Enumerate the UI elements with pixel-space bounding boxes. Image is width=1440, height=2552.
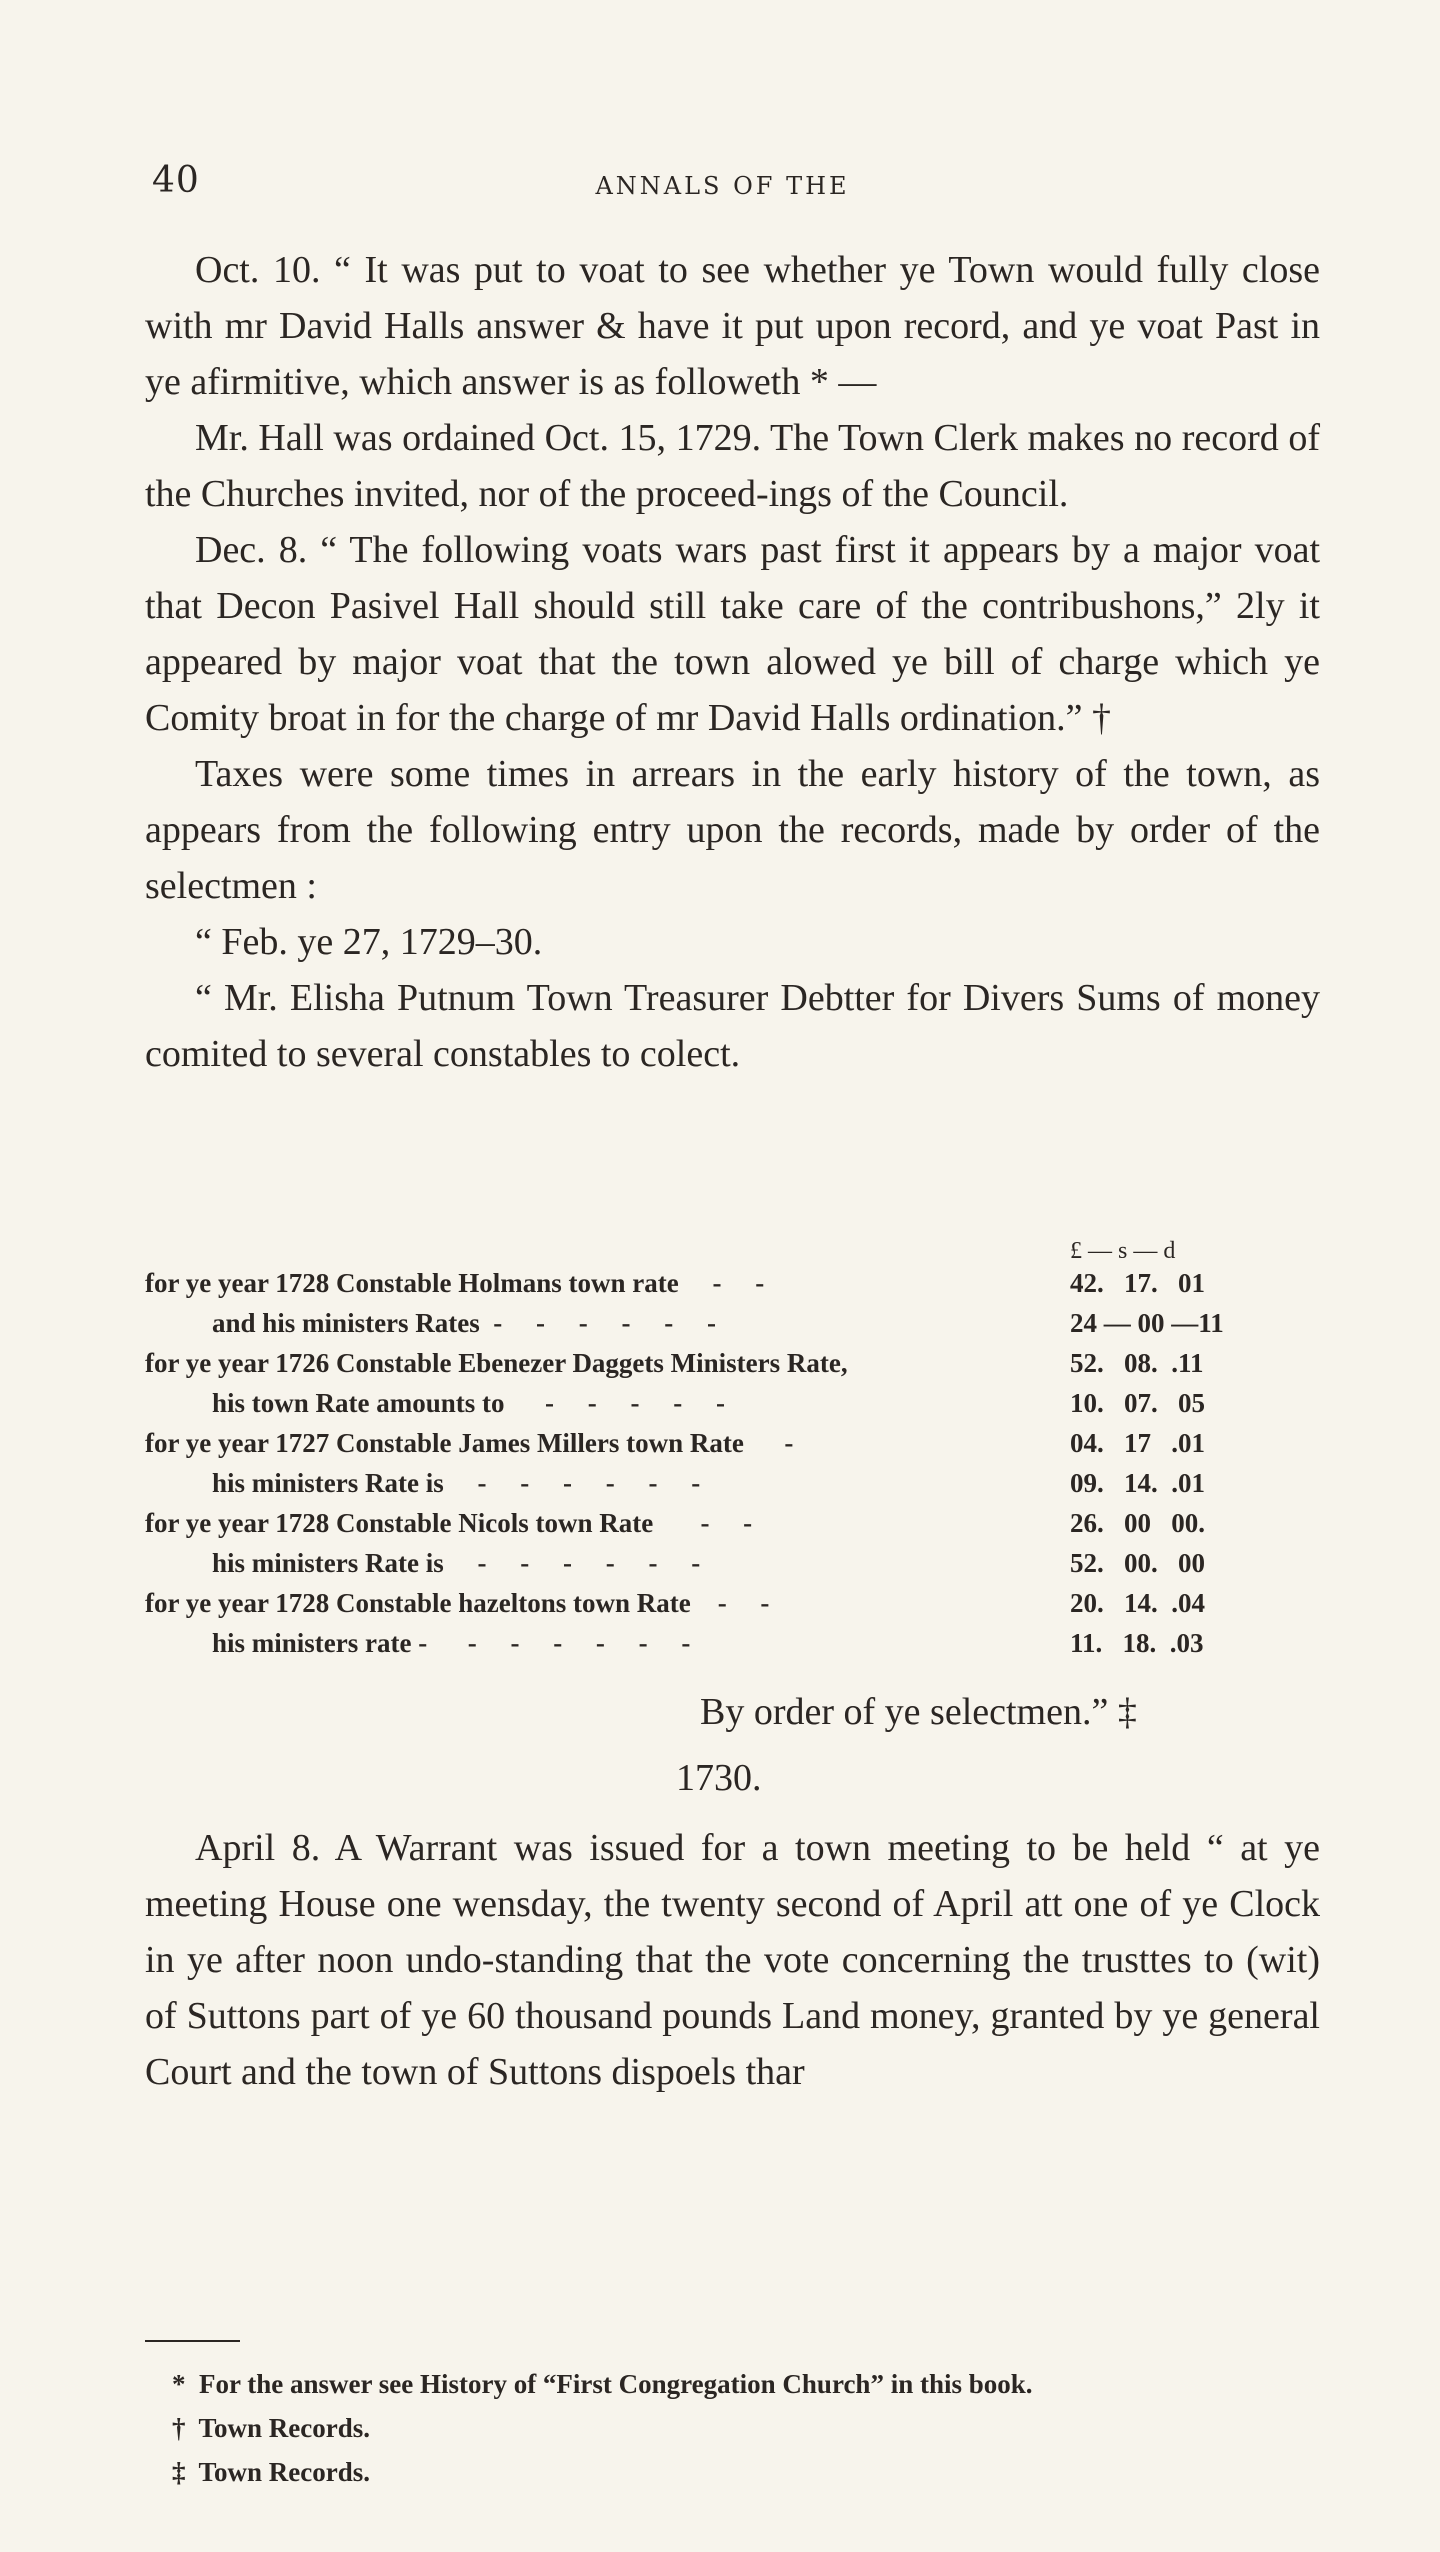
row-amount: 24 — 00 —11 bbox=[1070, 1308, 1224, 1338]
footnote-double-dagger: ‡ Town Records. bbox=[172, 2457, 371, 2487]
row-amount: 11. 18. .03 bbox=[1070, 1628, 1204, 1658]
page-number: 40 bbox=[152, 160, 200, 201]
row-description: for ye year 1728 Constable Holmans town rate - - bbox=[145, 1268, 765, 1298]
footnote-divider bbox=[145, 2340, 240, 2342]
footnotes bbox=[172, 2362, 1332, 2494]
table-row bbox=[145, 1308, 1335, 1348]
table-row bbox=[145, 1268, 1335, 1308]
row-amount: 20. 14. .04 bbox=[1070, 1588, 1205, 1618]
constable-rates-table bbox=[145, 1238, 1335, 1668]
row-amount: 26. 00 00. bbox=[1070, 1508, 1205, 1538]
paragraph-april-8: April 8. A Warrant was issued for a town meeting to be held “ at ye meeting House one wensday, the twenty second of April att one of ye Clock in ye after noon undo-standing that the vote concerning the trusttes to (wit) of Suttons part of ye 60 thousand pounds Land money, granted by ye general Court and the town of Suttons dispoels thar bbox=[145, 1827, 1320, 2093]
row-description: and his ministers Rates - - - - - - bbox=[212, 1308, 716, 1338]
table-header-row bbox=[145, 1238, 1335, 1268]
footnote-dagger: † Town Records. bbox=[172, 2413, 371, 2443]
table-row bbox=[145, 1348, 1335, 1388]
row-description: his ministers rate - - - - - - - bbox=[212, 1628, 691, 1658]
paragraph-dec-8: Dec. 8. “ The following voats wars past first it appears by a major voat that Decon Pasivel Hall should still take care of the contribushons,” 2ly it appeared by major voat that the town alowed ye bill of charge which ye Comity broat in for the charge of mr David Halls ordination.” † bbox=[145, 529, 1320, 739]
row-description: for ye year 1727 Constable James Millers town Rate - bbox=[145, 1428, 794, 1458]
row-amount: 04. 17 .01 bbox=[1070, 1428, 1205, 1458]
row-amount: 09. 14. .01 bbox=[1070, 1468, 1205, 1498]
table-row bbox=[145, 1548, 1335, 1588]
footnote-asterisk: * For the answer see History of “First Congregation Church” in this book. bbox=[172, 2369, 1033, 2399]
paragraph-feb-date: “ Feb. ye 27, 1729–30. bbox=[195, 921, 543, 963]
year-heading: 1730. bbox=[676, 1757, 762, 1799]
table-row bbox=[145, 1428, 1335, 1468]
row-description: for ye year 1726 Constable Ebenezer Daggets Ministers Rate, bbox=[145, 1348, 848, 1378]
main-text bbox=[145, 242, 1320, 1082]
row-description: for ye year 1728 Constable Nicols town Rate - - bbox=[145, 1508, 753, 1538]
paragraph-mr-hall: Mr. Hall was ordained Oct. 15, 1729. The Town Clerk makes no record of the Churches invited, nor of the proceed-ings of the Council. bbox=[145, 417, 1320, 515]
paragraph-treasurer: “ Mr. Elisha Putnum Town Treasurer Debtter for Divers Sums of money comited to several constables to colect. bbox=[145, 977, 1320, 1075]
row-description: for ye year 1728 Constable hazeltons town Rate - - bbox=[145, 1588, 770, 1618]
row-description: his ministers Rate is - - - - - - bbox=[212, 1468, 701, 1498]
row-description: his town Rate amounts to - - - - - bbox=[212, 1388, 725, 1418]
running-head: ANNALS OF THE bbox=[595, 172, 850, 200]
table-row bbox=[145, 1508, 1335, 1548]
row-amount: 52. 00. 00 bbox=[1070, 1548, 1205, 1578]
paragraph-oct-10: Oct. 10. “ It was put to voat to see whether ye Town would fully close with mr David Halls answer & have it put upon record, and ye voat Past in ye afirmitive, which answer is as followeth * — bbox=[145, 249, 1320, 403]
table-row bbox=[145, 1388, 1335, 1428]
currency-header: £ — s — d bbox=[1070, 1238, 1176, 1264]
selectmen-signoff: By order of ye selectmen.” ‡ bbox=[700, 1691, 1137, 1733]
row-amount: 42. 17. 01 bbox=[1070, 1268, 1205, 1298]
table-row bbox=[145, 1468, 1335, 1508]
main-text-continued bbox=[145, 1820, 1320, 2100]
row-amount: 52. 08. .11 bbox=[1070, 1348, 1204, 1378]
table-row bbox=[145, 1588, 1335, 1628]
table-row bbox=[145, 1628, 1335, 1668]
row-description: his ministers Rate is - - - - - - bbox=[212, 1548, 701, 1578]
row-amount: 10. 07. 05 bbox=[1070, 1388, 1205, 1418]
paragraph-taxes: Taxes were some times in arrears in the early history of the town, as appears from the following entry upon the records, made by order of the selectmen : bbox=[145, 753, 1320, 907]
